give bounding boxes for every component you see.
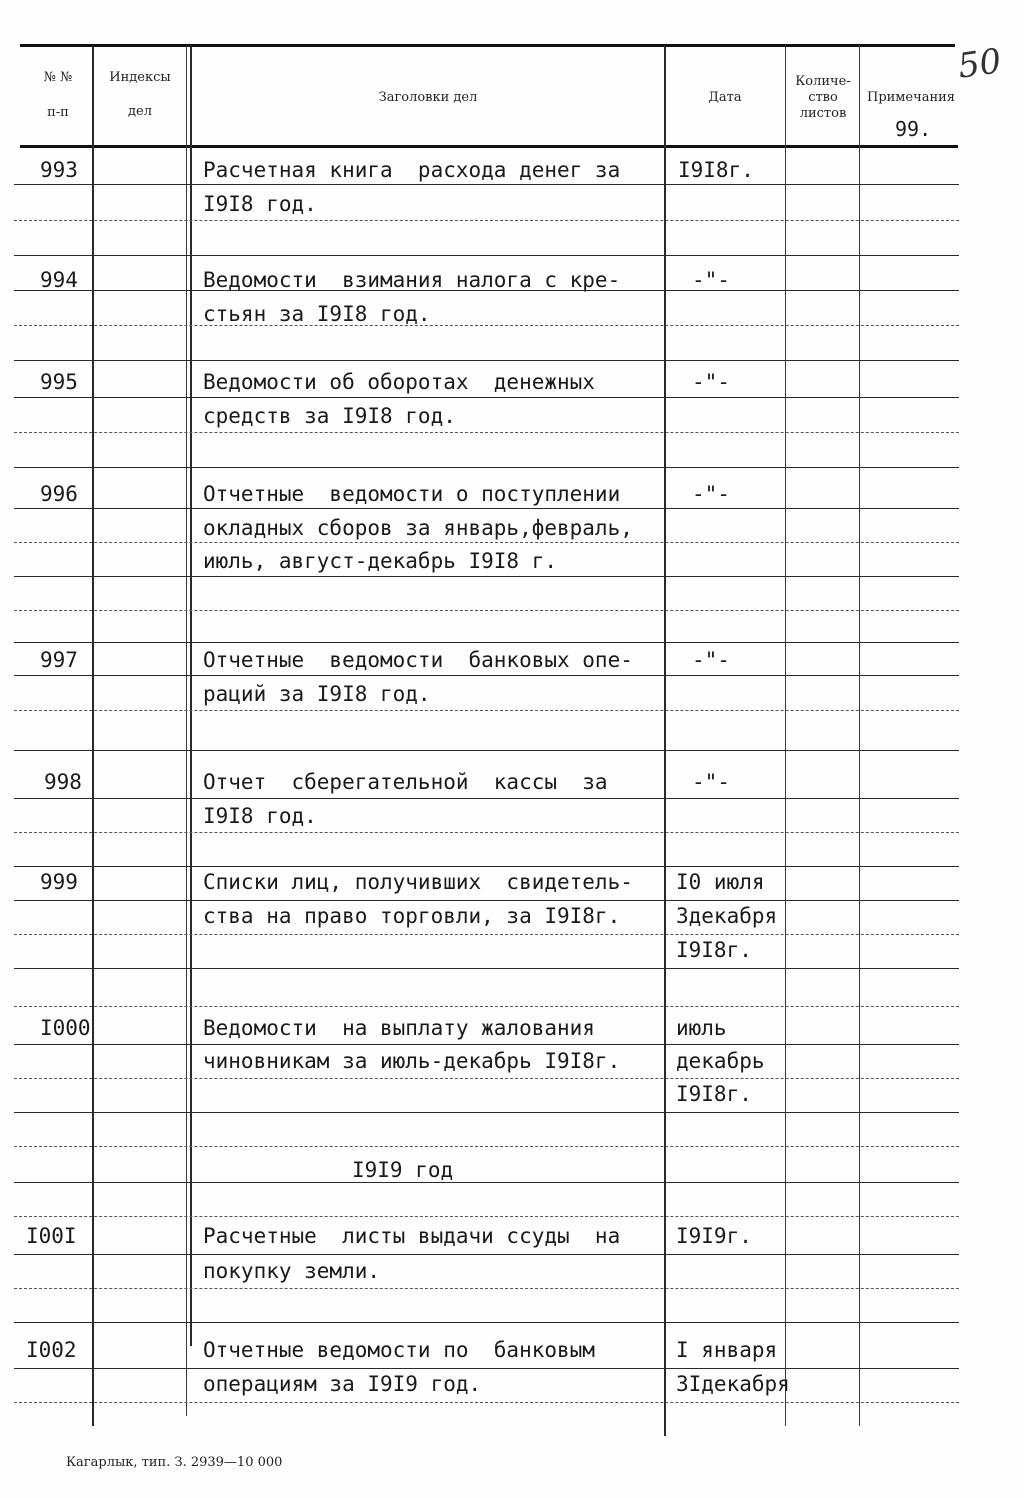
row-rule [14, 1322, 959, 1323]
record-number: 998 [44, 770, 82, 794]
record-title-line: операциям за I9I9 год. [203, 1372, 482, 1396]
record-number: 996 [40, 482, 78, 506]
header-num: № № [43, 70, 73, 85]
header-date: Дата [708, 90, 742, 105]
record-title-line: Ведомости взимания налога с кре- [203, 268, 621, 292]
row-rule [14, 642, 959, 643]
col-divider-5 [859, 46, 860, 1426]
header-title: Заголовки дел [378, 90, 478, 105]
record-title-line: Расчетная книга расхода денег за [203, 158, 621, 182]
header-bottom-rule [20, 145, 958, 148]
record-date: I9I9г. [676, 1224, 752, 1248]
record-title-line: Отчетные ведомости банковых опе- [203, 648, 633, 672]
row-rule [14, 900, 959, 901]
printer-footer: Кагарлык, тип. З. 2939—10 000 [66, 1455, 283, 1470]
record-title-line: чиновникам за июль-декабрь I9I8г. [203, 1049, 621, 1073]
record-title-line: Ведомости об оборотах денежных [203, 370, 595, 394]
handwritten-page-number: 50 [955, 41, 1004, 87]
header-index: Индексы [109, 70, 171, 85]
record-title-line: Отчетные ведомости по банковым [203, 1338, 595, 1362]
record-number: I002 [26, 1338, 77, 1362]
row-rule [14, 397, 959, 398]
record-title-line: средств за I9I8 год. [203, 404, 456, 428]
record-number: 997 [40, 648, 78, 672]
col-divider-2 [186, 46, 187, 1416]
col-divider-1 [92, 46, 94, 1426]
record-title-line: Ведомости на выплату жалования [203, 1016, 595, 1040]
record-date: I января [676, 1338, 778, 1362]
row-rule [14, 1146, 959, 1147]
row-rule [14, 1216, 959, 1217]
row-rule [14, 1044, 959, 1045]
row-rule [14, 220, 959, 221]
row-rule [14, 508, 959, 509]
record-date: 3Iдекабря [676, 1372, 790, 1396]
row-rule [14, 1288, 959, 1289]
row-rule [14, 1368, 959, 1369]
row-rule [14, 798, 959, 799]
row-rule [14, 1254, 959, 1255]
row-rule [14, 1402, 959, 1403]
header-count-3: листов [799, 106, 847, 121]
row-rule [14, 184, 959, 185]
row-rule [14, 325, 959, 326]
record-title-line: I9I8 год. [203, 804, 317, 828]
record-title-line: стьян за I9I8 год. [203, 302, 431, 326]
row-rule [14, 542, 959, 543]
header-count-2: ство [808, 90, 838, 105]
row-rule [14, 467, 959, 468]
record-title-line: Отчет сберегательной кассы за [203, 770, 608, 794]
record-number: 995 [40, 370, 78, 394]
row-rule [14, 710, 959, 711]
record-title-line: Отчетные ведомости о поступлении [203, 482, 621, 506]
header-notes-value: 99. [895, 117, 932, 141]
record-number: 993 [40, 158, 78, 182]
record-number: 994 [40, 268, 78, 292]
row-rule [14, 934, 959, 935]
record-number: I000 [40, 1016, 91, 1040]
record-date: декабрь [676, 1049, 765, 1073]
top-rule [20, 44, 955, 47]
row-rule [14, 576, 959, 577]
record-date: июль [676, 1016, 727, 1040]
record-date: -"- [692, 482, 730, 506]
record-title-line: июль, август-декабрь I9I8 г. [203, 549, 558, 573]
record-title-line: раций за I9I8 год. [203, 682, 431, 706]
row-rule [14, 750, 959, 751]
row-rule [14, 255, 959, 256]
record-title-line: Расчетные листы выдачи ссуды на [203, 1224, 621, 1248]
record-date: I9I8г. [676, 938, 752, 962]
col-divider-4 [785, 46, 786, 1426]
record-title-line: I9I8 год. [203, 192, 317, 216]
record-number: 999 [40, 870, 78, 894]
row-rule [14, 610, 959, 611]
year-heading: I9I9 год [352, 1158, 454, 1182]
record-date: -"- [692, 770, 730, 794]
record-number: I00I [26, 1224, 77, 1248]
header-count-1: Количе- [795, 74, 851, 89]
col-divider-2b [190, 46, 192, 1346]
record-title-line: Списки лиц, получивших свидетель- [203, 870, 633, 894]
row-rule [14, 432, 959, 433]
record-date: I9I8г. [676, 1082, 752, 1106]
row-rule [14, 675, 959, 676]
row-rule [14, 832, 959, 833]
row-rule [14, 866, 959, 867]
record-date: 3декабря [676, 904, 778, 928]
header-index-sub: дел [128, 104, 152, 119]
record-date: -"- [692, 268, 730, 292]
row-rule [14, 1078, 959, 1079]
row-rule [14, 968, 959, 969]
record-title-line: окладных сборов за январь,февраль, [203, 516, 633, 540]
header-notes: Примечания [866, 90, 955, 105]
row-rule [14, 1006, 959, 1007]
record-title-line: ства на право торговли, за I9I8г. [203, 904, 621, 928]
record-date: -"- [692, 648, 730, 672]
record-date: -"- [692, 370, 730, 394]
header-num-sub: п-п [47, 105, 69, 120]
record-date: I9I8г. [678, 158, 754, 182]
row-rule [14, 1182, 959, 1183]
record-title-line: покупку земли. [203, 1259, 381, 1283]
record-date: I0 июля [676, 870, 765, 894]
row-rule [14, 360, 959, 361]
row-rule [14, 1112, 959, 1113]
